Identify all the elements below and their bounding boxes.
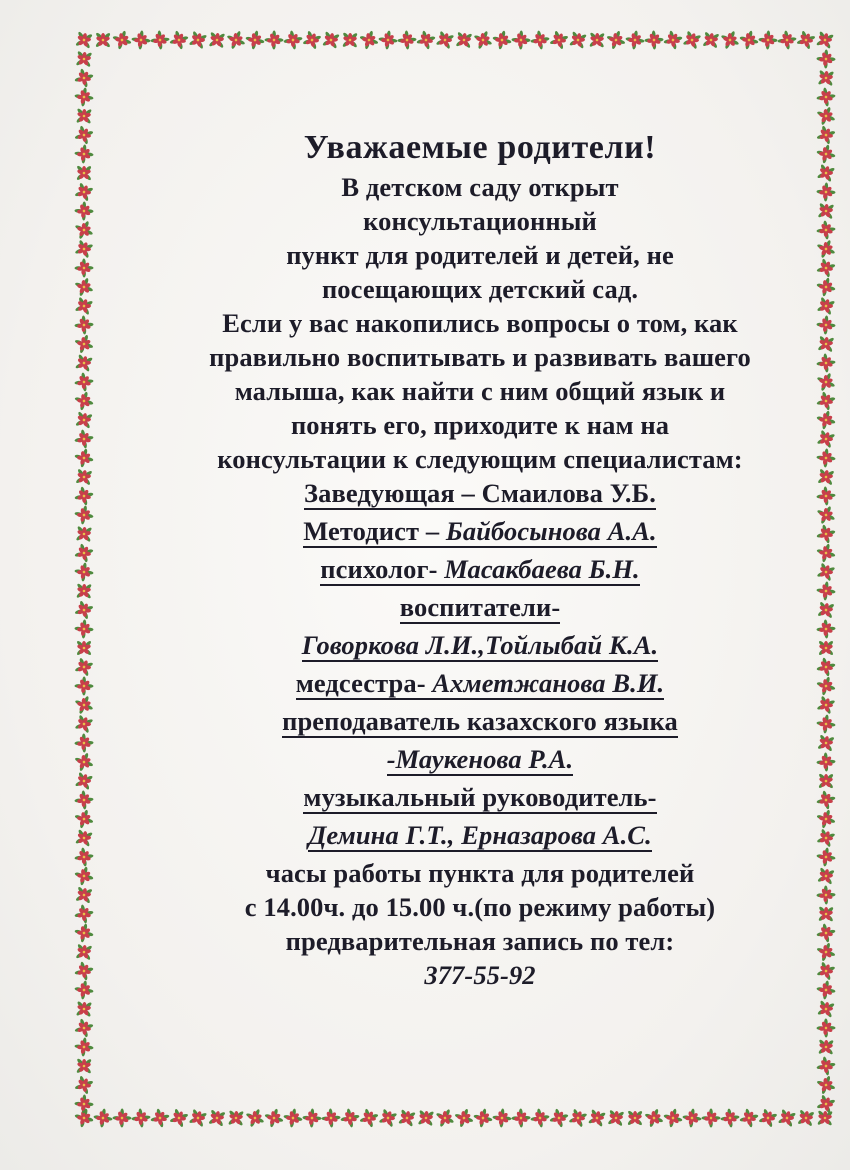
poinsettia-ornament xyxy=(342,32,359,49)
poinsettia-ornament xyxy=(738,29,760,51)
poinsettia-ornament xyxy=(816,505,836,525)
poinsettia-ornament xyxy=(815,808,836,829)
poinsettia-ornament xyxy=(92,1107,114,1129)
poinsettia-ornament xyxy=(73,390,95,412)
poinsettia-ornament xyxy=(815,713,837,735)
staff-entry xyxy=(150,742,810,780)
poinsettia-ornament xyxy=(453,1107,474,1128)
poinsettia-ornament xyxy=(815,219,837,241)
poinsettia-ornament xyxy=(702,31,720,49)
poinsettia-ornament xyxy=(720,30,740,50)
poinsettia-ornament xyxy=(815,276,837,298)
poinsettia-ornament xyxy=(73,371,95,393)
staff-role: музыкальный руководитель- xyxy=(303,782,657,812)
poinsettia-ornament xyxy=(95,32,111,48)
poinsettia-ornament xyxy=(73,960,95,982)
staff-name: Ахметжанова В.И. xyxy=(432,668,665,698)
booking-line: предварительная запись по тел: xyxy=(285,926,675,956)
poinsettia-ornament xyxy=(816,961,837,982)
staff-entry xyxy=(150,666,810,704)
poinsettia-ornament xyxy=(73,789,96,812)
poinsettia-ornament xyxy=(149,29,172,52)
poinsettia-ornament xyxy=(817,734,836,753)
staff-entry xyxy=(150,628,810,666)
poinsettia-ornament xyxy=(415,29,437,51)
poinsettia-ornament xyxy=(815,485,838,508)
poinsettia-ornament xyxy=(301,1107,324,1130)
intro-line: малыша, как найти с ним общий язык и xyxy=(234,376,726,406)
poinsettia-ornament xyxy=(282,1107,304,1129)
poinsettia-ornament xyxy=(816,163,836,183)
poinsettia-ornament xyxy=(397,1108,416,1127)
poinsettia-ornament xyxy=(587,1108,607,1128)
hours-line: с 14.00ч. до 15.00 ч.(по режиму работы) xyxy=(244,892,716,922)
notice-body xyxy=(150,128,810,992)
intro-line: пункт для родителей и детей, не xyxy=(286,240,674,270)
poinsettia-ornament xyxy=(817,1110,834,1127)
staff-name: Байбосынова А.А. xyxy=(445,516,657,546)
poinsettia-ornament xyxy=(396,29,419,52)
poinsettia-ornament xyxy=(73,561,95,583)
poinsettia-ornament xyxy=(529,29,551,51)
poinsettia-ornament xyxy=(73,618,96,641)
poinsettia-ornament xyxy=(73,732,96,755)
poinsettia-ornament xyxy=(73,808,94,829)
poinsettia-ornament xyxy=(73,1017,95,1039)
poinsettia-ornament xyxy=(815,523,837,545)
poinsettia-ornament xyxy=(168,1107,189,1128)
poinsettia-ornament xyxy=(568,30,587,49)
poinsettia-ornament xyxy=(73,333,94,354)
poinsettia-ornament xyxy=(624,29,646,51)
poinsettia-ornament xyxy=(73,86,95,108)
poinsettia-ornament xyxy=(208,31,226,49)
poinsettia-ornament xyxy=(529,1107,551,1129)
poinsettia-ornament xyxy=(455,31,473,49)
poinsettia-ornament xyxy=(815,409,837,431)
poinsettia-ornament xyxy=(74,695,95,716)
poinsettia-ornament xyxy=(73,200,96,223)
poinsettia-ornament xyxy=(815,751,838,774)
poinsettia-ornament xyxy=(73,846,95,868)
poinsettia-ornament xyxy=(816,239,837,260)
poinsettia-ornament xyxy=(263,1107,285,1129)
poinsettia-ornament xyxy=(75,943,93,961)
poinsettia-ornament xyxy=(815,675,837,697)
intro-line: Если у вас накопились вопросы о том, как xyxy=(222,308,738,338)
poinsettia-ornament xyxy=(149,1107,171,1129)
poinsettia-ornament xyxy=(74,353,94,373)
staff-role: Методист – xyxy=(303,516,446,546)
poinsettia-ornament xyxy=(662,1107,684,1129)
poinsettia-ornament xyxy=(719,1107,741,1129)
poinsettia-ornament xyxy=(816,828,837,849)
poinsettia-ornament xyxy=(815,979,837,1001)
poinsettia-ornament xyxy=(472,1107,494,1129)
poinsettia-ornament xyxy=(73,447,95,469)
poinsettia-ornament xyxy=(817,335,835,353)
poinsettia-ornament xyxy=(73,1074,94,1095)
poinsettia-ornament xyxy=(73,181,94,202)
hours-line: часы работы пункта для родителей xyxy=(265,858,695,888)
intro-line: консультационный xyxy=(363,206,597,236)
poinsettia-ornament xyxy=(777,1108,797,1128)
poinsettia-ornament xyxy=(491,29,513,51)
poinsettia-ornament xyxy=(130,29,152,51)
poinsettia-ornament xyxy=(75,886,94,905)
poinsettia-ornament xyxy=(817,468,835,486)
staff-role: воспитатели- xyxy=(399,592,561,622)
poinsettia-ornament xyxy=(815,846,837,868)
poinsettia-ornament xyxy=(815,1055,837,1077)
poinsettia-ornament xyxy=(74,714,94,734)
poinsettia-ornament xyxy=(815,656,837,678)
poinsettia-ornament xyxy=(776,29,798,51)
poinsettia-ornament xyxy=(76,583,93,600)
poinsettia-ornament xyxy=(75,50,93,68)
staff-role: медсестра- xyxy=(295,668,433,698)
poinsettia-ornament xyxy=(605,29,626,50)
poinsettia-ornament xyxy=(818,773,834,789)
poinsettia-ornament xyxy=(226,30,247,51)
poinsettia-ornament xyxy=(74,657,95,678)
poinsettia-ornament xyxy=(815,143,837,165)
poinsettia-ornament xyxy=(816,562,836,582)
poinsettia-ornament xyxy=(74,220,94,240)
poinsettia-ornament xyxy=(815,941,836,962)
poinsettia-ornament xyxy=(682,30,702,50)
poinsettia-ornament xyxy=(73,751,94,772)
poinsettia-ornament xyxy=(815,1017,838,1040)
poinsettia-ornament xyxy=(491,1107,514,1130)
staff-entry xyxy=(150,552,810,590)
poinsettia-ornament xyxy=(568,1108,589,1129)
intro-line: В детском саду открыт xyxy=(341,172,619,202)
poinsettia-ornament xyxy=(815,884,838,907)
poinsettia-ornament xyxy=(75,107,92,124)
poinsettia-ornament xyxy=(321,30,340,49)
staff-entry xyxy=(150,514,810,552)
poinsettia-ornament xyxy=(815,314,838,337)
poinsettia-ornament xyxy=(815,48,838,71)
staff-entry xyxy=(150,590,810,628)
poinsettia-ornament xyxy=(815,1074,836,1095)
poinsettia-ornament xyxy=(815,390,837,412)
intro-line: понять его, приходите к нам на xyxy=(290,410,670,440)
poinsettia-ornament xyxy=(643,1107,664,1128)
staff-name: Масакбаева Б.Н. xyxy=(444,554,640,584)
poinsettia-ornament xyxy=(358,1107,379,1128)
poinsettia-ornament xyxy=(681,1107,703,1129)
staff-entry xyxy=(150,818,810,856)
poinsettia-ornament xyxy=(111,29,133,51)
poinsettia-ornament xyxy=(73,257,96,280)
staff-role: психолог- xyxy=(320,554,445,584)
poinsettia-ornament xyxy=(816,296,836,316)
poinsettia-ornament xyxy=(818,1039,835,1056)
poinsettia-ornament xyxy=(815,542,837,564)
poinsettia-ornament xyxy=(73,143,96,166)
poinsettia-ornament xyxy=(548,29,569,50)
poinsettia-ornament xyxy=(417,1109,435,1127)
poinsettia-ornament xyxy=(510,1107,533,1130)
poinsettia-ornament xyxy=(815,124,836,145)
poinsettia-ornament xyxy=(320,1107,343,1130)
poinsettia-ornament xyxy=(818,640,834,656)
poinsettia-ornament xyxy=(208,1109,227,1128)
poinsettia-ornament xyxy=(339,1107,361,1129)
poinsettia-ornament xyxy=(73,922,95,944)
poinsettia-ornament xyxy=(245,1108,266,1129)
poinsettia-ornament xyxy=(73,314,96,337)
poinsettia-ornament xyxy=(73,865,95,887)
poinsettia-ornament xyxy=(75,468,93,486)
poinsettia-ornament xyxy=(73,542,95,564)
staff-name: Говоркова Л.И.,Тойлыбай К.А. xyxy=(301,630,659,660)
poinsettia-ornament xyxy=(75,1000,92,1017)
poinsettia-ornament xyxy=(815,352,837,374)
staff-entry xyxy=(150,476,810,514)
poinsettia-ornament xyxy=(263,29,286,52)
poinsettia-ornament xyxy=(377,29,399,51)
poinsettia-ornament xyxy=(510,29,533,52)
poinsettia-ornament xyxy=(816,695,837,716)
poinsettia-ornament xyxy=(738,1107,760,1129)
poinsettia-ornament xyxy=(76,640,92,656)
poinsettia-ornament xyxy=(815,86,837,108)
poinsettia-ornament xyxy=(168,29,190,51)
poinsettia-ornament xyxy=(73,1093,96,1116)
poinsettia-ornament xyxy=(589,32,606,49)
intro-line: правильно воспитывать и развивать вашего xyxy=(209,342,751,372)
poinsettia-ornament xyxy=(73,485,95,507)
staff-entry xyxy=(150,704,810,742)
poinsettia-ornament xyxy=(282,29,304,51)
poinsettia-ornament xyxy=(757,1107,778,1128)
poinsettia-ornament xyxy=(76,1058,93,1075)
poinsettia-ornament xyxy=(816,429,836,449)
poinsettia-ornament xyxy=(548,1107,570,1129)
poinsettia-ornament xyxy=(73,979,95,1001)
poinsettia-ornament xyxy=(816,999,835,1018)
poinsettia-ornament xyxy=(188,1108,208,1128)
poinsettia-ornament xyxy=(700,1107,723,1130)
poinsettia-ornament xyxy=(130,1107,152,1129)
poinsettia-ornament xyxy=(74,296,94,316)
poinsettia-ornament xyxy=(816,106,837,127)
poinsettia-ornament xyxy=(73,428,95,450)
poinsettia-ornament xyxy=(815,447,838,470)
staff-entry xyxy=(150,780,810,818)
poinsettia-ornament xyxy=(662,29,684,51)
poinsettia-ornament xyxy=(73,1036,95,1058)
poinsettia-ornament xyxy=(358,29,379,50)
poinsettia-ornament xyxy=(815,618,838,641)
poinsettia-ornament xyxy=(815,181,838,204)
poinsettia-ornament xyxy=(74,771,94,791)
poinsettia-ornament xyxy=(815,580,837,602)
poinsettia-ornament xyxy=(75,525,93,543)
staff-role: Заведующая – Смаилова У.Б. xyxy=(304,478,656,508)
poinsettia-ornament xyxy=(75,411,94,430)
poinsettia-ornament xyxy=(815,30,835,50)
poinsettia-ornament xyxy=(73,675,96,698)
intro-line: консультации к следующим специалистам: xyxy=(217,444,743,474)
poinsettia-ornament xyxy=(607,1109,625,1127)
poinsettia-ornament xyxy=(815,922,837,944)
poinsettia-ornament xyxy=(627,1110,643,1126)
poinsettia-ornament xyxy=(73,67,95,89)
poinsettia-ornament xyxy=(435,30,455,50)
poinsettia-ornament xyxy=(795,29,816,50)
poinsettia-ornament xyxy=(797,1109,816,1128)
poinsettia-ornament xyxy=(73,124,94,145)
poinsettia-ornament xyxy=(188,30,208,50)
notice-title: Уважаемые родители! xyxy=(303,129,657,166)
poinsettia-ornament xyxy=(74,239,95,260)
poinsettia-ornament xyxy=(73,903,95,925)
intro-line: посещающих детский сад. xyxy=(321,274,639,304)
poinsettia-ornament xyxy=(227,1109,244,1126)
poinsettia-ornament xyxy=(75,31,94,50)
poinsettia-ornament xyxy=(244,29,266,51)
poinsettia-ornament xyxy=(73,504,95,526)
poinsettia-ornament xyxy=(74,828,93,847)
poinsettia-ornament xyxy=(301,29,322,50)
staff-name: -Маукенова Р.А. xyxy=(386,744,574,774)
poinsettia-ornament xyxy=(817,202,835,220)
poinsettia-ornament xyxy=(378,1108,398,1128)
poinsettia-ornament xyxy=(111,1107,134,1130)
poinsettia-ornament xyxy=(73,599,94,620)
poinsettia-ornament xyxy=(473,30,494,51)
poinsettia-ornament xyxy=(818,906,835,923)
poinsettia-ornament xyxy=(757,29,780,52)
staff-role: преподаватель казахского языка xyxy=(282,706,678,736)
poinsettia-ornament xyxy=(435,1108,455,1128)
poinsettia-ornament xyxy=(815,789,837,811)
staff-name: Демина Г.Т., Ерназарова А.С. xyxy=(308,820,652,850)
poinsettia-ornament xyxy=(816,372,836,392)
poinsettia-ornament xyxy=(817,69,835,87)
poinsettia-ornament xyxy=(817,601,836,620)
poinsettia-ornament xyxy=(76,165,92,181)
poinsettia-ornament xyxy=(817,867,836,886)
phone-number: 377-55-92 xyxy=(424,960,536,990)
poinsettia-ornament xyxy=(74,277,95,298)
poinsettia-ornament xyxy=(815,257,837,279)
poinsettia-ornament xyxy=(643,29,666,52)
